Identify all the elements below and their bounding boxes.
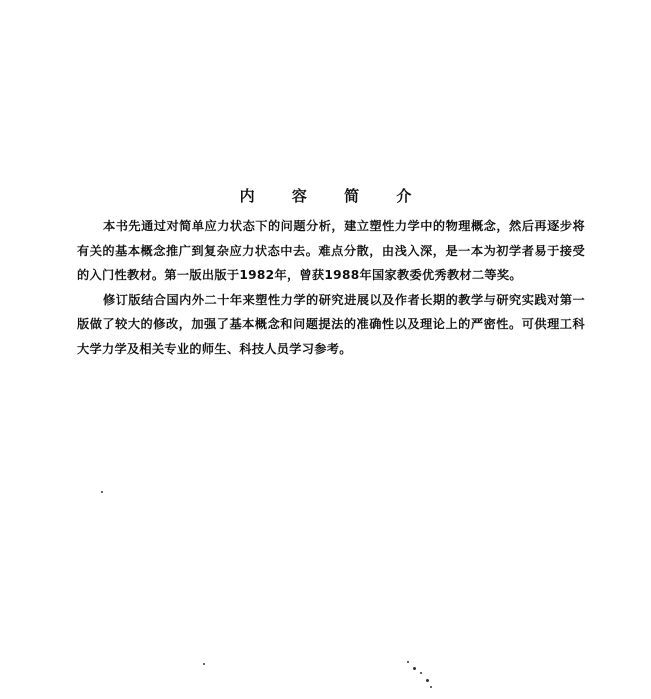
synopsis-paragraph-2: 修订版结合国内外二十年来塑性力学的研究进展以及作者长期的教学与研究实践对第一版做了较大的修改，加强了基本概念和问题提法的准确性以及理论上的严密性。可供理工科大学力学及相关专业的师生、科技人员学习参考。	[77, 292, 585, 356]
scan-speck	[426, 679, 429, 682]
scan-speck	[407, 661, 409, 663]
scan-speck	[413, 667, 416, 670]
scan-speck	[420, 672, 422, 674]
scan-speck	[101, 491, 103, 493]
scan-speck	[203, 663, 205, 665]
synopsis-paragraph-1: 本书先通过对简单应力状态下的问题分析，建立塑性力学中的物理概念，然后再逐步将有关的基本概念推广到复杂应力状态中去。难点分散，由浅入深，是一本为初学者易于接受的入门性教材。第一版出版于1982年，曾获1988年国家教委优秀教材二等奖。	[77, 219, 585, 282]
section-heading: 内 容 简 介	[239, 187, 428, 205]
synopsis-body	[77, 214, 585, 361]
scan-speck	[430, 686, 432, 688]
